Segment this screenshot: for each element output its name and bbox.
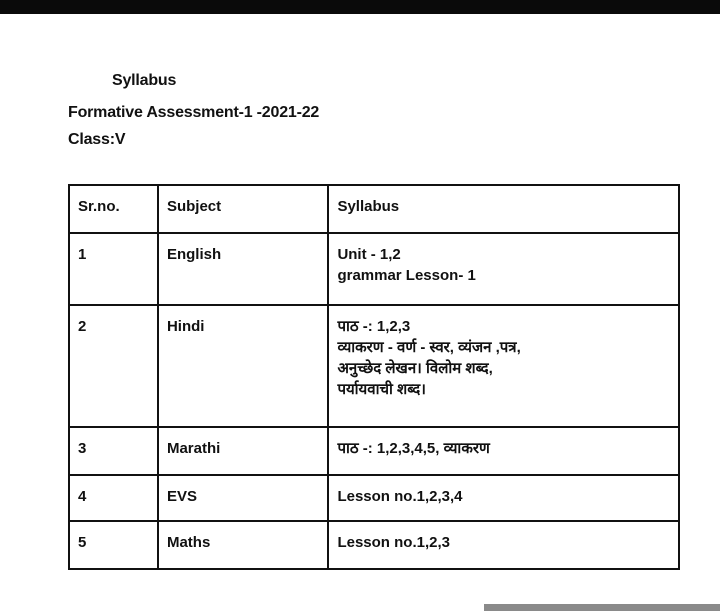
table-row — [69, 305, 679, 427]
header-sr-no: Sr.no. — [69, 185, 158, 233]
cell-subject: Hindi — [158, 305, 328, 427]
syllabus-line: Lesson no.1,2,3,4 — [337, 488, 463, 505]
cell-syllabus — [328, 305, 679, 427]
cell-sr-no: 3 — [69, 427, 158, 475]
syllabus-line: व्याकरण - वर्ण - स्वर, व्यंजन ,पत्र, — [337, 339, 521, 356]
syllabus-line: पर्यायवाची शब्द। — [337, 381, 426, 398]
header-syllabus: Syllabus — [328, 185, 679, 233]
cell-sr-no: 5 — [69, 521, 158, 569]
cell-sr-no: 1 — [69, 233, 158, 305]
bottom-gray-bar — [484, 604, 720, 611]
class-label: Class:V — [68, 131, 126, 148]
syllabus-table — [68, 184, 680, 570]
cell-syllabus — [328, 475, 679, 521]
cell-syllabus — [328, 427, 679, 475]
header-subject: Subject — [158, 185, 328, 233]
syllabus-line: पाठ -: 1,2,3 — [337, 318, 411, 335]
document-title: Syllabus — [112, 72, 177, 89]
cell-syllabus — [328, 233, 679, 305]
cell-subject: EVS — [158, 475, 328, 521]
syllabus-line: grammar Lesson- 1 — [337, 267, 476, 284]
syllabus-line: पाठ -: 1,2,3,4,5, व्याकरण — [337, 440, 490, 457]
table-row — [69, 521, 679, 569]
cell-sr-no: 4 — [69, 475, 158, 521]
table-header-row — [69, 185, 679, 233]
syllabus-line: अनुच्छेद लेखन। विलोम शब्द, — [337, 360, 493, 377]
cell-sr-no: 2 — [69, 305, 158, 427]
cell-subject: Marathi — [158, 427, 328, 475]
syllabus-line: Unit - 1,2 — [337, 246, 401, 263]
table-row — [69, 233, 679, 305]
table-row — [69, 475, 679, 521]
table-row — [69, 427, 679, 475]
cell-subject: Maths — [158, 521, 328, 569]
top-black-band — [0, 0, 720, 14]
syllabus-line: Lesson no.1,2,3 — [337, 534, 450, 551]
cell-subject: English — [158, 233, 328, 305]
cell-syllabus — [328, 521, 679, 569]
assessment-title: Formative Assessment-1 -2021-22 — [68, 104, 320, 121]
